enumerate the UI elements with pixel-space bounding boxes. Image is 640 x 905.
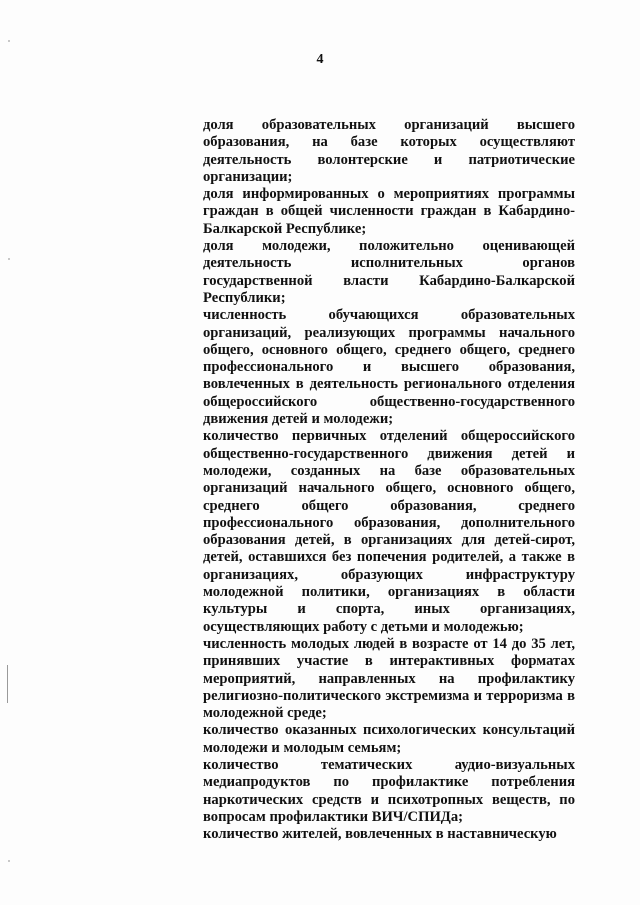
document-body bbox=[203, 117, 575, 843]
paragraph: количество жителей, вовлеченных в наставническую bbox=[203, 826, 557, 843]
page-number: 4 bbox=[316, 52, 324, 67]
paragraph: количество оказанных психологических консультаций молодежи и молодым семьям; bbox=[203, 722, 575, 756]
scan-artifact bbox=[8, 860, 10, 862]
paragraph: доля образовательных организаций высшего образования, на базе которых осуществляют деятельность волонтерские и патриотические организации; bbox=[203, 117, 575, 185]
paragraph: численность молодых людей в возрасте от 14 до 35 лет, принявших участие в интерактивных форматах мероприятий, направленных на профилактику религиозно-политического экстремизма и терроризма в молодежной среде; bbox=[203, 635, 575, 722]
paragraph: доля информированных о мероприятиях программы граждан в общей численности граждан в Кабардино-Балкарской Республике; bbox=[203, 186, 575, 237]
paragraph: количество тематических аудио-визуальных медиапродуктов по профилактике потребления наркотических средств и психотропных веществ, по вопросам профилактики ВИЧ/СПИДа; bbox=[203, 756, 575, 825]
scan-artifact bbox=[8, 40, 10, 42]
paragraph: количество первичных отделений общероссийского общественно-государственного движения детей и молодежи, созданных на базе образовательных организаций начального общего, основного общего, среднего общего образования, среднего профессионального образования, дополнительного образования детей, в организациях для детей-сирот, детей, оставшихся без попечения родителей, а также в организациях, образующих инфраструктуру молодежной политики, организациях в области культуры и спорта, иных организациях, осуществляющих работу с детьми и молодежью; bbox=[203, 428, 575, 635]
scan-artifact bbox=[7, 665, 8, 703]
paragraph: доля молодежи, положительно оценивающей деятельность исполнительных органов государственной власти Кабардино-Балкарской Республики; bbox=[203, 238, 575, 306]
scan-artifact bbox=[8, 258, 10, 260]
paragraph: численность обучающихся образовательных организаций, реализующих программы начального общего, основного общего, среднего общего, среднего профессионального и высшего образования, вовлеченных в деятельность регионального отделения общероссийского общественно-государственного движения детей и молодежи; bbox=[203, 307, 575, 428]
